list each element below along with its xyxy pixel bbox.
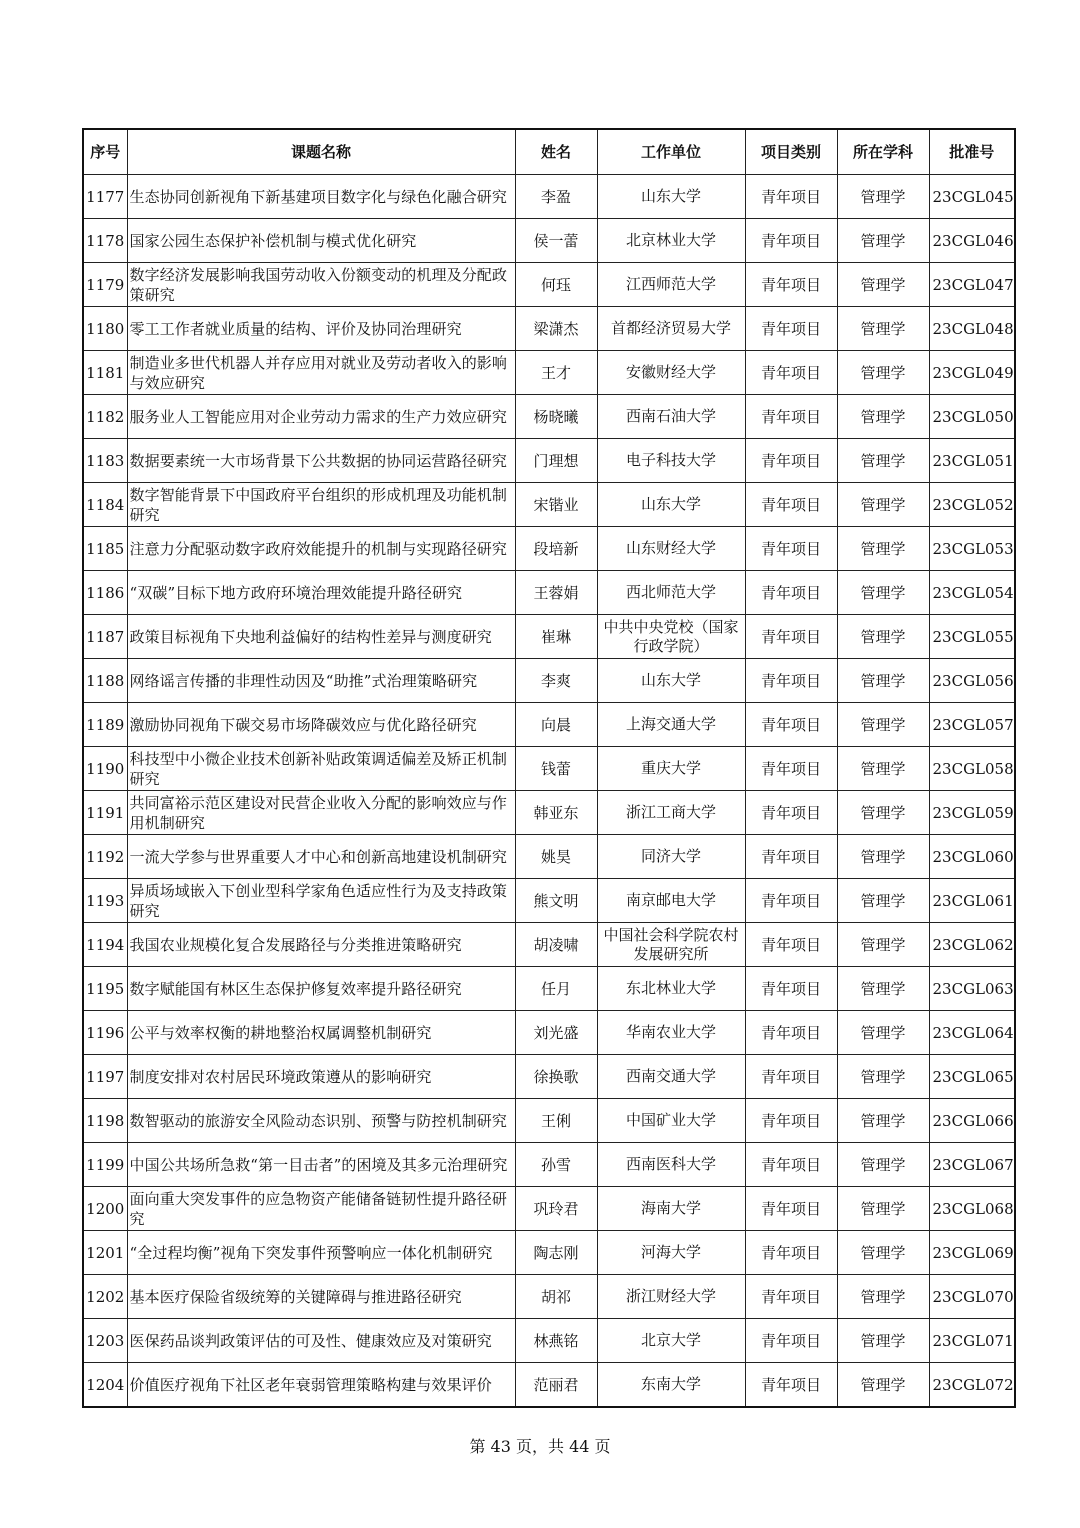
row-title: “全过程均衡”视角下突发事件预警响应一体化机制研究 bbox=[127, 1231, 515, 1275]
row-unit: 浙江工商大学 bbox=[597, 791, 745, 835]
row-code: 23CGL052 bbox=[929, 483, 1015, 527]
row-type: 青年项目 bbox=[745, 571, 837, 615]
row-title: 网络谣言传播的非理性动因及“助推”式治理策略研究 bbox=[127, 659, 515, 703]
row-unit: 山东大学 bbox=[597, 483, 745, 527]
row-person: 陶志刚 bbox=[515, 1231, 597, 1275]
row-subject: 管理学 bbox=[837, 1319, 929, 1363]
row-code: 23CGL048 bbox=[929, 307, 1015, 351]
row-code: 23CGL061 bbox=[929, 879, 1015, 923]
row-title: 异质场域嵌入下创业型科学家角色适应性行为及支持政策研究 bbox=[127, 879, 515, 923]
row-serial: 1187 bbox=[83, 615, 127, 659]
table-row bbox=[83, 923, 1015, 967]
row-unit: 中国矿业大学 bbox=[597, 1099, 745, 1143]
row-unit: 东南大学 bbox=[597, 1363, 745, 1408]
row-unit: 重庆大学 bbox=[597, 747, 745, 791]
row-unit: 山东大学 bbox=[597, 175, 745, 219]
row-type: 青年项目 bbox=[745, 1319, 837, 1363]
row-subject: 管理学 bbox=[837, 175, 929, 219]
row-subject: 管理学 bbox=[837, 1099, 929, 1143]
table-row bbox=[83, 395, 1015, 439]
table-row bbox=[83, 351, 1015, 395]
row-code: 23CGL069 bbox=[929, 1231, 1015, 1275]
row-title: 激励协同视角下碳交易市场降碳效应与优化路径研究 bbox=[127, 703, 515, 747]
row-title: 生态协同创新视角下新基建项目数字化与绿色化融合研究 bbox=[127, 175, 515, 219]
row-code: 23CGL053 bbox=[929, 527, 1015, 571]
row-type: 青年项目 bbox=[745, 1055, 837, 1099]
table-row bbox=[83, 659, 1015, 703]
table-row bbox=[83, 1275, 1015, 1319]
row-type: 青年项目 bbox=[745, 967, 837, 1011]
table-row bbox=[83, 439, 1015, 483]
row-subject: 管理学 bbox=[837, 1275, 929, 1319]
header-name: 姓名 bbox=[515, 129, 597, 175]
row-person: 王蓉娟 bbox=[515, 571, 597, 615]
row-subject: 管理学 bbox=[837, 439, 929, 483]
row-person: 胡凌啸 bbox=[515, 923, 597, 967]
row-type: 青年项目 bbox=[745, 615, 837, 659]
row-code: 23CGL047 bbox=[929, 263, 1015, 307]
row-subject: 管理学 bbox=[837, 483, 929, 527]
row-person: 徐换歌 bbox=[515, 1055, 597, 1099]
row-subject: 管理学 bbox=[837, 351, 929, 395]
table-row bbox=[83, 703, 1015, 747]
row-subject: 管理学 bbox=[837, 1055, 929, 1099]
row-code: 23CGL049 bbox=[929, 351, 1015, 395]
row-type: 青年项目 bbox=[745, 791, 837, 835]
row-title: 数字赋能国有林区生态保护修复效率提升路径研究 bbox=[127, 967, 515, 1011]
table-row bbox=[83, 1099, 1015, 1143]
row-code: 23CGL063 bbox=[929, 967, 1015, 1011]
row-person: 李盈 bbox=[515, 175, 597, 219]
row-title: 中国公共场所急救“第一目击者”的困境及其多元治理研究 bbox=[127, 1143, 515, 1187]
row-serial: 1191 bbox=[83, 791, 127, 835]
table-row bbox=[83, 219, 1015, 263]
row-title: 数字智能背景下中国政府平台组织的形成机理及功能机制研究 bbox=[127, 483, 515, 527]
header-subject: 所在学科 bbox=[837, 129, 929, 175]
row-type: 青年项目 bbox=[745, 439, 837, 483]
row-unit: 北京大学 bbox=[597, 1319, 745, 1363]
row-unit: 浙江财经大学 bbox=[597, 1275, 745, 1319]
row-subject: 管理学 bbox=[837, 1231, 929, 1275]
table-row bbox=[83, 1231, 1015, 1275]
row-type: 青年项目 bbox=[745, 483, 837, 527]
row-unit: 中共中央党校（国家行政学院） bbox=[597, 615, 745, 659]
row-unit: 北京林业大学 bbox=[597, 219, 745, 263]
row-type: 青年项目 bbox=[745, 659, 837, 703]
row-type: 青年项目 bbox=[745, 307, 837, 351]
row-subject: 管理学 bbox=[837, 703, 929, 747]
row-person: 胡祁 bbox=[515, 1275, 597, 1319]
row-subject: 管理学 bbox=[837, 527, 929, 571]
table-row bbox=[83, 791, 1015, 835]
table-row bbox=[83, 175, 1015, 219]
row-type: 青年项目 bbox=[745, 175, 837, 219]
row-type: 青年项目 bbox=[745, 1143, 837, 1187]
table-row bbox=[83, 1011, 1015, 1055]
row-unit: 西南石油大学 bbox=[597, 395, 745, 439]
row-unit: 华南农业大学 bbox=[597, 1011, 745, 1055]
row-code: 23CGL057 bbox=[929, 703, 1015, 747]
row-code: 23CGL055 bbox=[929, 615, 1015, 659]
row-title: 一流大学参与世界重要人才中心和创新高地建设机制研究 bbox=[127, 835, 515, 879]
row-subject: 管理学 bbox=[837, 1011, 929, 1055]
table-row bbox=[83, 483, 1015, 527]
header-serial: 序号 bbox=[83, 129, 127, 175]
row-title: 数据要素统一大市场背景下公共数据的协同运营路径研究 bbox=[127, 439, 515, 483]
row-serial: 1198 bbox=[83, 1099, 127, 1143]
row-subject: 管理学 bbox=[837, 791, 929, 835]
table-row bbox=[83, 263, 1015, 307]
header-type: 项目类别 bbox=[745, 129, 837, 175]
row-serial: 1184 bbox=[83, 483, 127, 527]
row-unit: 海南大学 bbox=[597, 1187, 745, 1231]
row-title: 制造业多世代机器人并存应用对就业及劳动者收入的影响与效应研究 bbox=[127, 351, 515, 395]
row-title: 我国农业规模化复合发展路径与分类推进策略研究 bbox=[127, 923, 515, 967]
row-type: 青年项目 bbox=[745, 703, 837, 747]
row-subject: 管理学 bbox=[837, 263, 929, 307]
row-title: 数字经济发展影响我国劳动收入份额变动的机理及分配政策研究 bbox=[127, 263, 515, 307]
row-person: 宋锴业 bbox=[515, 483, 597, 527]
row-person: 何珏 bbox=[515, 263, 597, 307]
table-row bbox=[83, 1187, 1015, 1231]
row-subject: 管理学 bbox=[837, 879, 929, 923]
row-serial: 1202 bbox=[83, 1275, 127, 1319]
row-code: 23CGL062 bbox=[929, 923, 1015, 967]
row-type: 青年项目 bbox=[745, 527, 837, 571]
row-type: 青年项目 bbox=[745, 395, 837, 439]
row-title: 公平与效率权衡的耕地整治权属调整机制研究 bbox=[127, 1011, 515, 1055]
table-header-row bbox=[83, 129, 1015, 175]
row-title: 科技型中小微企业技术创新补贴政策调适偏差及矫正机制研究 bbox=[127, 747, 515, 791]
row-title: 注意力分配驱动数字政府效能提升的机制与实现路径研究 bbox=[127, 527, 515, 571]
row-unit: 同济大学 bbox=[597, 835, 745, 879]
table-row bbox=[83, 967, 1015, 1011]
row-subject: 管理学 bbox=[837, 615, 929, 659]
row-serial: 1188 bbox=[83, 659, 127, 703]
row-serial: 1177 bbox=[83, 175, 127, 219]
row-code: 23CGL066 bbox=[929, 1099, 1015, 1143]
row-code: 23CGL070 bbox=[929, 1275, 1015, 1319]
row-type: 青年项目 bbox=[745, 1363, 837, 1408]
row-unit: 河海大学 bbox=[597, 1231, 745, 1275]
row-serial: 1183 bbox=[83, 439, 127, 483]
table-row bbox=[83, 1363, 1015, 1408]
row-person: 李爽 bbox=[515, 659, 597, 703]
row-serial: 1189 bbox=[83, 703, 127, 747]
table-row bbox=[83, 1319, 1015, 1363]
row-unit: 东北林业大学 bbox=[597, 967, 745, 1011]
table-row bbox=[83, 1055, 1015, 1099]
row-unit: 安徽财经大学 bbox=[597, 351, 745, 395]
page-footer: 第 43 页，共 44 页 bbox=[469, 1437, 611, 1456]
row-person: 巩玲君 bbox=[515, 1187, 597, 1231]
row-serial: 1179 bbox=[83, 263, 127, 307]
row-person: 姚昊 bbox=[515, 835, 597, 879]
row-person: 任月 bbox=[515, 967, 597, 1011]
table-row bbox=[83, 527, 1015, 571]
row-title: “双碳”目标下地方政府环境治理效能提升路径研究 bbox=[127, 571, 515, 615]
row-person: 王才 bbox=[515, 351, 597, 395]
project-list-sheet bbox=[82, 128, 1014, 1408]
header-unit: 工作单位 bbox=[597, 129, 745, 175]
row-person: 崔琳 bbox=[515, 615, 597, 659]
table-row bbox=[83, 615, 1015, 659]
row-unit: 南京邮电大学 bbox=[597, 879, 745, 923]
row-title: 制度安排对农村居民环境政策遵从的影响研究 bbox=[127, 1055, 515, 1099]
table-row bbox=[83, 747, 1015, 791]
row-subject: 管理学 bbox=[837, 1187, 929, 1231]
row-serial: 1180 bbox=[83, 307, 127, 351]
row-person: 熊文明 bbox=[515, 879, 597, 923]
row-serial: 1194 bbox=[83, 923, 127, 967]
row-serial: 1185 bbox=[83, 527, 127, 571]
row-unit: 山东大学 bbox=[597, 659, 745, 703]
row-type: 青年项目 bbox=[745, 263, 837, 307]
row-person: 刘光盛 bbox=[515, 1011, 597, 1055]
row-unit: 上海交通大学 bbox=[597, 703, 745, 747]
table-row bbox=[83, 571, 1015, 615]
row-serial: 1204 bbox=[83, 1363, 127, 1408]
row-title: 服务业人工智能应用对企业劳动力需求的生产力效应研究 bbox=[127, 395, 515, 439]
row-serial: 1203 bbox=[83, 1319, 127, 1363]
row-code: 23CGL046 bbox=[929, 219, 1015, 263]
row-person: 段培新 bbox=[515, 527, 597, 571]
row-code: 23CGL050 bbox=[929, 395, 1015, 439]
row-unit: 江西师范大学 bbox=[597, 263, 745, 307]
project-table bbox=[82, 128, 1016, 1408]
row-code: 23CGL058 bbox=[929, 747, 1015, 791]
row-subject: 管理学 bbox=[837, 219, 929, 263]
row-code: 23CGL067 bbox=[929, 1143, 1015, 1187]
row-title: 国家公园生态保护补偿机制与模式优化研究 bbox=[127, 219, 515, 263]
row-serial: 1197 bbox=[83, 1055, 127, 1099]
row-subject: 管理学 bbox=[837, 1363, 929, 1408]
row-serial: 1190 bbox=[83, 747, 127, 791]
row-type: 青年项目 bbox=[745, 1187, 837, 1231]
row-title: 零工工作者就业质量的结构、评价及协同治理研究 bbox=[127, 307, 515, 351]
row-serial: 1182 bbox=[83, 395, 127, 439]
row-unit: 西南医科大学 bbox=[597, 1143, 745, 1187]
row-type: 青年项目 bbox=[745, 835, 837, 879]
row-type: 青年项目 bbox=[745, 351, 837, 395]
row-type: 青年项目 bbox=[745, 1011, 837, 1055]
row-person: 钱蕾 bbox=[515, 747, 597, 791]
row-person: 林燕铭 bbox=[515, 1319, 597, 1363]
row-subject: 管理学 bbox=[837, 659, 929, 703]
row-person: 杨晓曦 bbox=[515, 395, 597, 439]
row-subject: 管理学 bbox=[837, 1143, 929, 1187]
row-person: 侯一蕾 bbox=[515, 219, 597, 263]
row-serial: 1201 bbox=[83, 1231, 127, 1275]
row-title: 价值医疗视角下社区老年衰弱管理策略构建与效果评价 bbox=[127, 1363, 515, 1408]
row-subject: 管理学 bbox=[837, 395, 929, 439]
row-unit: 山东财经大学 bbox=[597, 527, 745, 571]
row-title: 共同富裕示范区建设对民营企业收入分配的影响效应与作用机制研究 bbox=[127, 791, 515, 835]
row-unit: 中国社会科学院农村发展研究所 bbox=[597, 923, 745, 967]
row-code: 23CGL072 bbox=[929, 1363, 1015, 1408]
row-subject: 管理学 bbox=[837, 571, 929, 615]
row-type: 青年项目 bbox=[745, 879, 837, 923]
row-subject: 管理学 bbox=[837, 307, 929, 351]
row-person: 门理想 bbox=[515, 439, 597, 483]
row-code: 23CGL059 bbox=[929, 791, 1015, 835]
row-serial: 1181 bbox=[83, 351, 127, 395]
row-type: 青年项目 bbox=[745, 1275, 837, 1319]
header-code: 批准号 bbox=[929, 129, 1015, 175]
row-unit: 西南交通大学 bbox=[597, 1055, 745, 1099]
row-subject: 管理学 bbox=[837, 835, 929, 879]
row-subject: 管理学 bbox=[837, 923, 929, 967]
row-type: 青年项目 bbox=[745, 1099, 837, 1143]
row-type: 青年项目 bbox=[745, 747, 837, 791]
row-serial: 1178 bbox=[83, 219, 127, 263]
row-serial: 1200 bbox=[83, 1187, 127, 1231]
row-code: 23CGL051 bbox=[929, 439, 1015, 483]
row-code: 23CGL064 bbox=[929, 1011, 1015, 1055]
table-body bbox=[83, 175, 1015, 1408]
row-serial: 1195 bbox=[83, 967, 127, 1011]
row-subject: 管理学 bbox=[837, 967, 929, 1011]
row-code: 23CGL068 bbox=[929, 1187, 1015, 1231]
row-person: 孙雪 bbox=[515, 1143, 597, 1187]
row-code: 23CGL056 bbox=[929, 659, 1015, 703]
row-serial: 1199 bbox=[83, 1143, 127, 1187]
row-unit: 首都经济贸易大学 bbox=[597, 307, 745, 351]
row-type: 青年项目 bbox=[745, 1231, 837, 1275]
row-person: 王俐 bbox=[515, 1099, 597, 1143]
row-serial: 1192 bbox=[83, 835, 127, 879]
row-code: 23CGL045 bbox=[929, 175, 1015, 219]
row-title: 政策目标视角下央地利益偏好的结构性差异与测度研究 bbox=[127, 615, 515, 659]
table-row bbox=[83, 1143, 1015, 1187]
row-person: 梁潇杰 bbox=[515, 307, 597, 351]
row-title: 基本医疗保险省级统筹的关键障碍与推进路径研究 bbox=[127, 1275, 515, 1319]
row-serial: 1196 bbox=[83, 1011, 127, 1055]
row-subject: 管理学 bbox=[837, 747, 929, 791]
table-row bbox=[83, 835, 1015, 879]
row-type: 青年项目 bbox=[745, 219, 837, 263]
table-row bbox=[83, 307, 1015, 351]
row-title: 数智驱动的旅游安全风险动态识别、预警与防控机制研究 bbox=[127, 1099, 515, 1143]
row-code: 23CGL060 bbox=[929, 835, 1015, 879]
row-person: 范丽君 bbox=[515, 1363, 597, 1408]
row-unit: 西北师范大学 bbox=[597, 571, 745, 615]
row-person: 向晨 bbox=[515, 703, 597, 747]
row-code: 23CGL054 bbox=[929, 571, 1015, 615]
row-code: 23CGL065 bbox=[929, 1055, 1015, 1099]
table-row bbox=[83, 879, 1015, 923]
row-code: 23CGL071 bbox=[929, 1319, 1015, 1363]
row-title: 面向重大突发事件的应急物资产能储备链韧性提升路径研究 bbox=[127, 1187, 515, 1231]
row-serial: 1193 bbox=[83, 879, 127, 923]
row-person: 韩亚东 bbox=[515, 791, 597, 835]
row-serial: 1186 bbox=[83, 571, 127, 615]
row-type: 青年项目 bbox=[745, 923, 837, 967]
row-unit: 电子科技大学 bbox=[597, 439, 745, 483]
row-title: 医保药品谈判政策评估的可及性、健康效应及对策研究 bbox=[127, 1319, 515, 1363]
header-title: 课题名称 bbox=[127, 129, 515, 175]
